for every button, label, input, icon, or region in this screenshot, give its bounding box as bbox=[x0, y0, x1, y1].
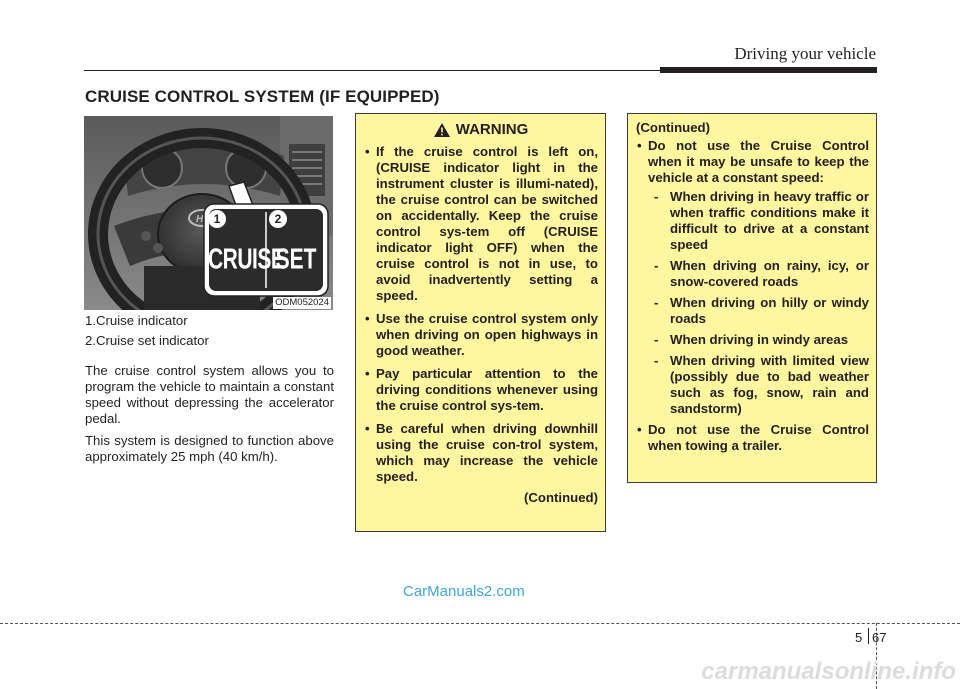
condition-item: - When driving in windy areas bbox=[648, 332, 869, 348]
caption-cruise-set-indicator: 2.Cruise set indicator bbox=[85, 333, 209, 348]
header-title: Driving your vehicle bbox=[734, 44, 876, 63]
warning-list bbox=[364, 144, 598, 485]
footer-rule bbox=[0, 623, 960, 624]
warning-triangle-icon bbox=[434, 123, 450, 137]
condition-item: - When driving on rainy, icy, or snow-covered roads bbox=[648, 258, 869, 290]
callout-1-marker bbox=[208, 210, 226, 228]
watermark-link[interactable]: CarManuals2.com bbox=[403, 583, 525, 600]
page-number: 67 bbox=[872, 630, 887, 645]
continued-item bbox=[636, 138, 869, 417]
set-indicator-label: SET bbox=[275, 244, 317, 276]
callout-1-label: 1 bbox=[213, 212, 221, 226]
figure-code: ODM052024 bbox=[275, 297, 329, 308]
header-rule-bar bbox=[660, 67, 877, 73]
warning-item: • Be careful when driving downhill using the cruise con-trol system, which may increase the vehicle speed. bbox=[364, 421, 598, 485]
warning-item: • Use the cruise control system only when driving on open highways in good weather. bbox=[364, 311, 598, 359]
svg-text:H: H bbox=[196, 214, 204, 225]
warning-continued-box bbox=[627, 113, 877, 483]
section-number: 5 bbox=[855, 630, 863, 645]
continued-item: • Do not use the Cruise Control when towing a trailer. bbox=[636, 422, 869, 454]
continued-heading: (Continued) bbox=[636, 120, 710, 135]
warning-heading bbox=[364, 122, 598, 138]
continued-list bbox=[636, 138, 869, 454]
site-watermark: carmanualsonline.info bbox=[701, 658, 956, 685]
body-paragraph: The cruise control system allows you to program the vehicle to maintain a constant speed without depressing the accelerator pedal. bbox=[85, 363, 334, 426]
cruise-indicator-label: CRUISE bbox=[208, 244, 285, 276]
callout-2-marker bbox=[269, 210, 287, 228]
continued-label: (Continued) bbox=[524, 490, 598, 505]
page-number-separator bbox=[868, 628, 869, 644]
continued-item-text: Do not use the Cruise Control when it may be unsafe to keep the vehicle at a constant speed: bbox=[648, 138, 869, 185]
condition-item: - When driving on hilly or windy roads bbox=[648, 295, 869, 327]
unsafe-conditions-list bbox=[648, 189, 869, 417]
caption-cruise-indicator: 1.Cruise indicator bbox=[85, 313, 188, 328]
intro-column bbox=[85, 313, 334, 465]
section-title: CRUISE CONTROL SYSTEM (IF EQUIPPED) bbox=[85, 87, 440, 106]
warning-item: • Pay particular attention to the driving conditions whenever using the cruise control sys-tem. bbox=[364, 366, 598, 414]
body-paragraph: This system is designed to function above approximately 25 mph (40 km/h). bbox=[85, 433, 334, 464]
condition-item: - When driving in heavy traffic or when traffic conditions make it difficult to drive at a constant speed bbox=[648, 189, 869, 253]
steering-wheel-photo bbox=[84, 116, 333, 310]
condition-item: - When driving with limited view (possibly due to bad weather such as fog, snow, rain and sandstorm) bbox=[648, 353, 869, 417]
warning-box bbox=[355, 113, 606, 532]
callout-2-label: 2 bbox=[274, 212, 282, 226]
header-rule bbox=[84, 70, 660, 71]
warning-item: • If the cruise control is left on, (CRUISE indicator light in the instrument cluster is illumi-nated), the cruise control can be switched on accidentally. Keep the cruise control sys-tem off (CRUISE indicator light OFF) when the cruise control is not in use, to avoid inadvertently setting a speed. bbox=[364, 144, 598, 304]
warning-heading-text: WARNING bbox=[455, 121, 529, 138]
